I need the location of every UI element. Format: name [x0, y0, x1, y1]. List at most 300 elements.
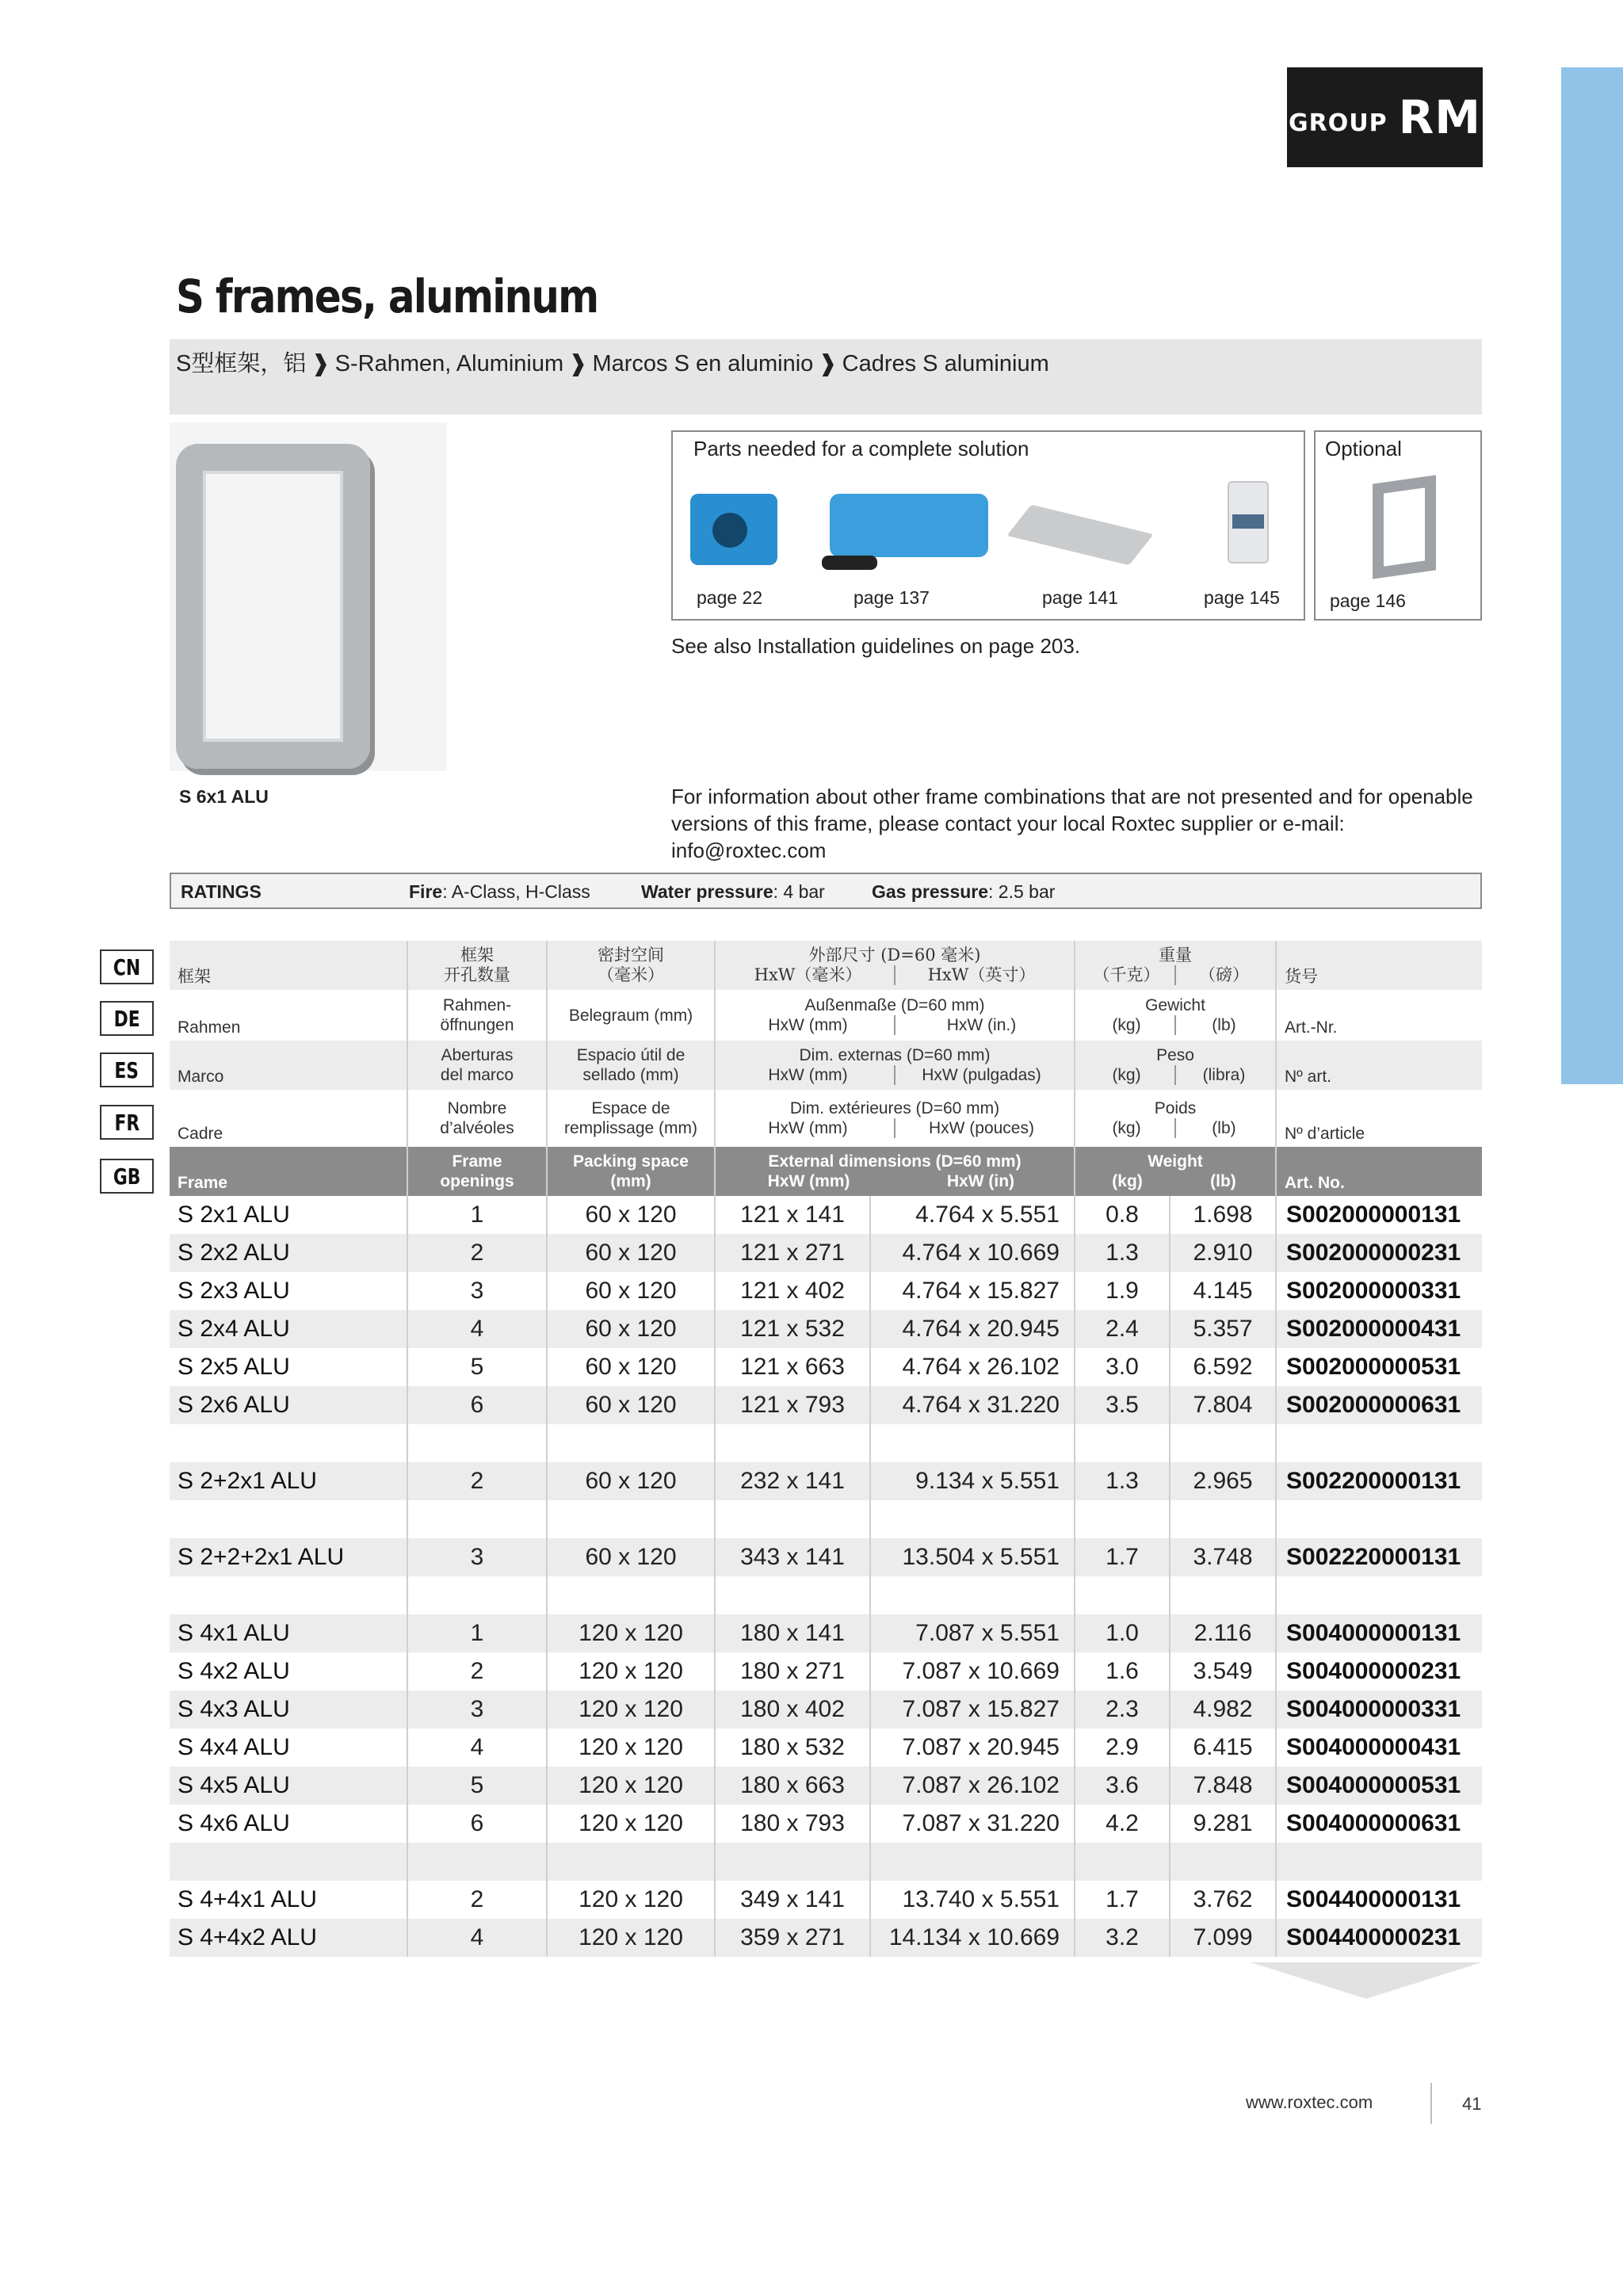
fire-label: Fire [409, 881, 443, 902]
article-number: S004000000131 [1276, 1614, 1482, 1652]
frame-name: S 4+4x2 ALU [170, 1919, 407, 1957]
subtitle-translations [176, 346, 1049, 378]
packing-space: 60 x 120 [547, 1348, 715, 1386]
header-label: Espacio útil de [576, 1046, 685, 1064]
packing-space: 60 x 120 [547, 1196, 715, 1234]
product-caption: S 6x1 ALU [179, 786, 269, 807]
empty-cell [1170, 1500, 1276, 1538]
optional-header: Optional [1325, 437, 1402, 460]
ratings-label: RATINGS [181, 881, 262, 902]
lang-code-cn: CN [100, 949, 154, 984]
empty-cell [1276, 1843, 1482, 1881]
page-title: S frames, aluminum [176, 269, 598, 323]
weight-kg: 0.8 [1075, 1196, 1170, 1234]
header-cell: Art.-Nr. [1276, 990, 1482, 1041]
page-number: 41 [1462, 2094, 1482, 2114]
header-cell [715, 1147, 1075, 1196]
weight-lb: 9.281 [1170, 1805, 1276, 1843]
empty-cell [407, 1576, 547, 1614]
header-label: HxW (mm) [722, 1118, 896, 1138]
header-label: 密封空间 [598, 946, 664, 965]
table-row [170, 1652, 1482, 1690]
article-number: S004000000531 [1276, 1767, 1482, 1805]
external-dim-in: 4.764 x 20.945 [870, 1310, 1075, 1348]
table-row [170, 1196, 1482, 1234]
external-dim-in: 7.087 x 31.220 [870, 1805, 1075, 1843]
external-dim-in: 7.087 x 20.945 [870, 1729, 1075, 1767]
header-label [1075, 1015, 1275, 1035]
weight-lb: 3.748 [1170, 1538, 1276, 1576]
header-label: HxW（毫米） [722, 965, 896, 985]
frame-openings: 2 [407, 1652, 547, 1690]
side-accent-bar [1561, 67, 1623, 1084]
water-value: : 4 bar [773, 881, 825, 902]
subtitle-separator: ❱ [818, 351, 838, 376]
empty-cell [170, 1500, 407, 1538]
external-dim-mm: 180 x 532 [715, 1729, 870, 1767]
table-row [170, 1805, 1482, 1843]
table-spacer-row [170, 1424, 1482, 1462]
table-row [170, 1919, 1482, 1957]
header-label: HxW (pulgadas) [922, 1066, 1041, 1084]
subtitle-fr: Cadres S aluminium [842, 351, 1049, 376]
header-cell: 货号 [1276, 941, 1482, 990]
header-cell [1075, 990, 1276, 1041]
page-ref-link[interactable]: page 137 [854, 587, 930, 608]
packing-space: 120 x 120 [547, 1614, 715, 1652]
table-row [170, 1881, 1482, 1919]
frame-name: S 4x2 ALU [170, 1652, 407, 1690]
frame-openings: 4 [407, 1310, 547, 1348]
empty-cell [407, 1843, 547, 1881]
weight-kg: 1.7 [1075, 1881, 1170, 1919]
header-label: Aberturas [441, 1046, 514, 1064]
article-number: S002000000331 [1286, 1278, 1461, 1304]
lang-code-fr: FR [100, 1105, 154, 1140]
table-row [170, 1690, 1482, 1729]
empty-cell [1276, 1424, 1482, 1462]
header-cell: Nº art. [1276, 1041, 1482, 1090]
empty-cell [170, 1576, 407, 1614]
header-cell [407, 990, 547, 1041]
external-dim-in: 13.740 x 5.551 [870, 1881, 1075, 1919]
header-cell [407, 941, 547, 990]
packing-space: 120 x 120 [547, 1881, 715, 1919]
empty-cell [715, 1576, 870, 1614]
header-label: del marco [440, 1066, 514, 1084]
article-number: S004000000231 [1286, 1658, 1461, 1684]
spec-table [170, 941, 1482, 1957]
header-label: openings [440, 1172, 514, 1190]
empty-cell [407, 1424, 547, 1462]
empty-cell [547, 1424, 715, 1462]
external-dim-in: 4.764 x 26.102 [870, 1348, 1075, 1386]
header-label [1075, 1118, 1275, 1138]
packing-space: 60 x 120 [547, 1310, 715, 1348]
external-dim-mm: 180 x 271 [715, 1652, 870, 1690]
table-row [170, 1348, 1482, 1386]
subtitle-cn: S型框架，铝 [176, 351, 307, 376]
external-dim-in: 4.764 x 31.220 [870, 1386, 1075, 1424]
table-row [170, 1462, 1482, 1500]
header-cell [715, 1041, 1075, 1090]
weight-lb: 4.145 [1170, 1272, 1276, 1310]
header-label: Weight [1148, 1152, 1203, 1171]
header-label: sellado (mm) [582, 1066, 679, 1084]
header-label [716, 1171, 1074, 1191]
parts-header: Parts needed for a complete solution [693, 437, 1029, 460]
frame-name: S 2+2+2x1 ALU [170, 1538, 407, 1576]
header-cell: 框架 [170, 941, 407, 990]
frame-openings: 6 [407, 1805, 547, 1843]
external-dim-mm: 343 x 141 [715, 1538, 870, 1576]
header-label: 开孔数量 [444, 965, 510, 984]
aluminum-frame-image [176, 444, 370, 769]
header-cell [1075, 1090, 1276, 1147]
weight-lb: 7.848 [1170, 1767, 1276, 1805]
empty-cell [715, 1843, 870, 1881]
header-cell: Cadre [170, 1090, 407, 1147]
header-cell [547, 1090, 715, 1147]
frame-name: S 4+4x1 ALU [170, 1881, 407, 1919]
external-dim-mm: 180 x 793 [715, 1805, 870, 1843]
optional-box [1314, 430, 1482, 621]
water-label: Water pressure [641, 881, 773, 902]
header-cell: Rahmen [170, 990, 407, 1041]
header-label: HxW (pouces) [928, 1119, 1034, 1137]
table-spacer-row [170, 1500, 1482, 1538]
header-cell [547, 1041, 715, 1090]
frame-name: S 4x6 ALU [170, 1805, 407, 1843]
frame-name: S 2x5 ALU [170, 1348, 407, 1386]
footer-url[interactable]: www.roxtec.com [1246, 2092, 1373, 2112]
frame-openings: 1 [407, 1196, 547, 1234]
weight-kg: 3.6 [1075, 1767, 1170, 1805]
frame-openings: 1 [407, 1614, 547, 1652]
header-label: External dimensions (D=60 mm) [768, 1152, 1022, 1171]
external-dim-mm: 180 x 663 [715, 1767, 870, 1805]
weight-lb: 7.099 [1170, 1919, 1276, 1957]
header-label [1075, 1065, 1275, 1085]
weight-kg: 2.9 [1075, 1729, 1170, 1767]
seal-module-image [690, 494, 777, 565]
frame-openings: 5 [407, 1767, 547, 1805]
frame-name: S 2x6 ALU [170, 1386, 407, 1424]
weight-lb: 4.982 [1170, 1690, 1276, 1729]
header-label: Nombre [447, 1099, 507, 1117]
article-number: S002000000131 [1286, 1201, 1461, 1228]
weight-lb: 2.116 [1170, 1614, 1276, 1652]
empty-cell [870, 1843, 1075, 1881]
header-cell [547, 990, 715, 1041]
page-ref-link[interactable]: page 141 [1042, 587, 1118, 608]
frame-openings: 2 [407, 1234, 547, 1272]
empty-cell [870, 1500, 1075, 1538]
empty-cell [170, 1843, 407, 1881]
article-number: S002000000431 [1276, 1310, 1482, 1348]
header-cell [1075, 941, 1276, 990]
external-dim-mm: 121 x 402 [715, 1272, 870, 1310]
table-row [170, 1234, 1482, 1272]
header-label: (kg) [1079, 1015, 1176, 1035]
header-cell [715, 941, 1075, 990]
frame-name: S 2x1 ALU [170, 1196, 407, 1234]
footer-divider [1430, 2083, 1432, 2124]
empty-cell [1276, 1500, 1482, 1538]
lang-code-es: ES [100, 1052, 154, 1087]
subtitle-separator: ❱ [568, 351, 588, 376]
frame-name: S 4x5 ALU [170, 1767, 407, 1805]
page-ref-link[interactable]: page 145 [1204, 587, 1280, 608]
empty-cell [170, 1424, 407, 1462]
header-label: (lb) [1212, 1016, 1236, 1034]
frame-name: S 2+2x1 ALU [170, 1462, 407, 1500]
packing-space: 120 x 120 [547, 1729, 715, 1767]
header-row-es [170, 1041, 1482, 1090]
fire-value: : A-Class, H-Class [442, 881, 590, 902]
external-dim-in: 4.764 x 15.827 [870, 1272, 1075, 1310]
header-label: （磅） [1198, 965, 1249, 984]
external-dim-mm: 121 x 663 [715, 1348, 870, 1386]
frame-openings: 2 [407, 1462, 547, 1500]
external-dim-mm: 232 x 141 [715, 1462, 870, 1500]
external-dim-mm: 349 x 141 [715, 1881, 870, 1919]
external-dim-mm: 180 x 141 [715, 1614, 870, 1652]
empty-cell [1170, 1576, 1276, 1614]
subtitle-de: S-Rahmen, Aluminium [334, 351, 564, 376]
packing-space: 120 x 120 [547, 1919, 715, 1957]
optional-frame-image [1373, 475, 1436, 579]
weight-kg: 1.3 [1075, 1462, 1170, 1500]
article-number: S002000000231 [1276, 1234, 1482, 1272]
header-label: 外部尺寸 (D=60 毫米) [808, 946, 981, 965]
page-ref-link[interactable]: page 22 [697, 587, 763, 608]
continue-arrow [1251, 1962, 1482, 1999]
weight-kg: 1.0 [1075, 1614, 1170, 1652]
external-dim-in: 4.764 x 10.669 [870, 1234, 1075, 1272]
external-dim-mm: 359 x 271 [715, 1919, 870, 1957]
lang-code-de: DE [100, 1001, 154, 1036]
empty-cell [1075, 1424, 1170, 1462]
weight-lb: 5.357 [1170, 1310, 1276, 1348]
header-label: Espace de [591, 1099, 670, 1117]
weight-kg: 1.6 [1075, 1652, 1170, 1690]
header-label: HxW (mm) [722, 1065, 896, 1085]
table-spacer-row [170, 1843, 1482, 1881]
empty-cell [1075, 1500, 1170, 1538]
empty-cell [1075, 1576, 1170, 1614]
external-dim-mm: 121 x 141 [715, 1196, 870, 1234]
header-label [716, 965, 1074, 985]
packing-space: 60 x 120 [547, 1272, 715, 1310]
empty-cell [870, 1424, 1075, 1462]
weight-kg: 3.5 [1075, 1386, 1170, 1424]
empty-cell [547, 1576, 715, 1614]
parts-needed-box [671, 430, 1305, 621]
empty-cell [715, 1500, 870, 1538]
external-dim-in: 9.134 x 5.551 [870, 1462, 1075, 1500]
ratings-bar [170, 873, 1482, 909]
header-label: Belegraum (mm) [568, 1006, 693, 1025]
header-cell: Frame [170, 1147, 407, 1196]
header-label: Dim. extérieures (D=60 mm) [789, 1099, 1000, 1117]
article-number: S002220000131 [1276, 1538, 1482, 1576]
table-row [170, 1272, 1482, 1310]
header-cell: Art. No. [1276, 1147, 1482, 1196]
article-number: S004400000231 [1276, 1919, 1482, 1957]
weight-kg: 3.2 [1075, 1919, 1170, 1957]
subtitle-separator: ❱ [311, 351, 330, 376]
header-cell: Nº d’article [1276, 1090, 1482, 1147]
header-cell [407, 1041, 547, 1090]
header-label: （毫米） [598, 965, 664, 984]
packing-space: 120 x 120 [547, 1805, 715, 1843]
header-label [716, 1015, 1074, 1035]
weight-kg: 1.9 [1075, 1272, 1170, 1310]
frame-openings: 3 [407, 1538, 547, 1576]
header-label: Außenmaße (D=60 mm) [804, 996, 985, 1014]
frame-openings: 2 [407, 1881, 547, 1919]
frame-openings: 3 [407, 1272, 547, 1310]
frame-name: S 4x4 ALU [170, 1729, 407, 1767]
empty-cell [1276, 1576, 1482, 1614]
header-label: Dim. externas (D=60 mm) [799, 1046, 991, 1064]
header-cell [407, 1147, 547, 1196]
packing-space: 60 x 120 [547, 1386, 715, 1424]
frame-name: S 2x4 ALU [170, 1310, 407, 1348]
empty-cell [547, 1500, 715, 1538]
article-number: S004000000331 [1276, 1690, 1482, 1729]
empty-cell [1170, 1843, 1276, 1881]
header-label: Gewicht [1145, 996, 1205, 1014]
weight-kg: 4.2 [1075, 1805, 1170, 1843]
frame-name: S 4x1 ALU [170, 1614, 407, 1652]
header-cell: Marco [170, 1041, 407, 1090]
packing-space: 60 x 120 [547, 1462, 715, 1500]
article-number: S002000000531 [1286, 1354, 1461, 1380]
external-dim-in: 7.087 x 5.551 [870, 1614, 1075, 1652]
external-dim-in: 7.087 x 26.102 [870, 1767, 1075, 1805]
header-label: HxW (in) [946, 1172, 1015, 1190]
weight-kg: 1.7 [1075, 1538, 1170, 1576]
empty-cell [870, 1576, 1075, 1614]
article-number: S002000000631 [1276, 1386, 1482, 1424]
weight-kg: 1.3 [1075, 1234, 1170, 1272]
external-dim-in: 4.764 x 5.551 [870, 1196, 1075, 1234]
gas-value: : 2.5 bar [988, 881, 1056, 902]
header-cell [547, 941, 715, 990]
frame-openings: 3 [407, 1690, 547, 1729]
weight-lb: 2.965 [1170, 1462, 1276, 1500]
header-label: (kg) [1112, 1172, 1143, 1190]
frame-openings: 5 [407, 1348, 547, 1386]
header-row-fr [170, 1090, 1482, 1147]
header-label: öffnungen [440, 1016, 514, 1034]
header-label: remplissage (mm) [563, 1119, 698, 1137]
weight-kg: 2.4 [1075, 1310, 1170, 1348]
header-cell [715, 990, 1075, 1041]
header-label [1075, 965, 1275, 985]
article-number: S004000000431 [1286, 1734, 1461, 1760]
frame-name: S 4x3 ALU [170, 1690, 407, 1729]
header-label: (kg) [1079, 1065, 1176, 1085]
page-ref-link[interactable]: page 146 [1330, 590, 1406, 611]
subtitle-es: Marcos S en aluminio [592, 351, 814, 376]
group-badge [1287, 67, 1483, 167]
empty-cell [407, 1500, 547, 1538]
header-label: Poids [1154, 1099, 1197, 1117]
header-label: HxW (in.) [946, 1016, 1017, 1034]
weight-lb: 6.415 [1170, 1729, 1276, 1767]
table-spacer-row [170, 1576, 1482, 1614]
header-label: (libra) [1202, 1066, 1246, 1084]
empty-cell [1170, 1424, 1276, 1462]
gas-label: Gas pressure [872, 881, 989, 902]
compression-tool-image [830, 494, 988, 557]
header-cell [407, 1090, 547, 1147]
group-code: RM [1398, 90, 1481, 144]
empty-cell [715, 1424, 870, 1462]
weight-lb: 7.804 [1170, 1386, 1276, 1424]
lubricant-jar-image [1228, 481, 1269, 563]
weight-lb: 6.592 [1170, 1348, 1276, 1386]
header-row-cn [170, 941, 1482, 990]
header-label: 框架 [460, 946, 494, 965]
header-label: (lb) [1212, 1119, 1236, 1137]
header-label: 重量 [1159, 946, 1192, 965]
weight-lb: 3.762 [1170, 1881, 1276, 1919]
empty-cell [547, 1843, 715, 1881]
header-label: （千克） [1079, 965, 1176, 985]
header-label: d’alvéoles [440, 1119, 514, 1137]
header-cell [1075, 1147, 1276, 1196]
weight-kg: 2.3 [1075, 1690, 1170, 1729]
external-dim-mm: 121 x 271 [715, 1234, 870, 1272]
frame-openings: 6 [407, 1386, 547, 1424]
header-label [716, 1118, 1074, 1138]
weight-lb: 1.698 [1170, 1196, 1276, 1234]
header-label: (kg) [1079, 1118, 1176, 1138]
external-dim-in: 7.087 x 15.827 [870, 1690, 1075, 1729]
external-dim-in: 14.134 x 10.669 [870, 1919, 1075, 1957]
article-number: S002200000131 [1276, 1462, 1482, 1500]
frame-openings: 4 [407, 1729, 547, 1767]
frame-name: S 2x2 ALU [170, 1234, 407, 1272]
packing-space: 120 x 120 [547, 1767, 715, 1805]
article-number: S004400000131 [1286, 1886, 1461, 1912]
header-cell [1075, 1041, 1276, 1090]
packing-space: 120 x 120 [547, 1652, 715, 1690]
external-dim-in: 13.504 x 5.551 [870, 1538, 1075, 1576]
stayplate-image [1006, 505, 1153, 566]
table-row [170, 1767, 1482, 1805]
header-label: (mm) [610, 1172, 651, 1190]
article-number: S004000000631 [1286, 1810, 1461, 1836]
header-label [1075, 1171, 1275, 1191]
header-label: HxW（英寸） [927, 965, 1036, 984]
see-also-text: See also Installation guidelines on page 203. [671, 634, 1081, 658]
group-label: GROUP [1289, 109, 1388, 137]
header-row-de [170, 990, 1482, 1041]
weight-lb: 2.910 [1170, 1234, 1276, 1272]
weight-lb: 3.549 [1170, 1652, 1276, 1690]
header-label: Rahmen- [442, 996, 512, 1014]
external-dim-mm: 121 x 793 [715, 1386, 870, 1424]
frame-openings: 4 [407, 1919, 547, 1957]
header-label [716, 1065, 1074, 1085]
table-row [170, 1614, 1482, 1652]
external-dim-mm: 121 x 532 [715, 1310, 870, 1348]
